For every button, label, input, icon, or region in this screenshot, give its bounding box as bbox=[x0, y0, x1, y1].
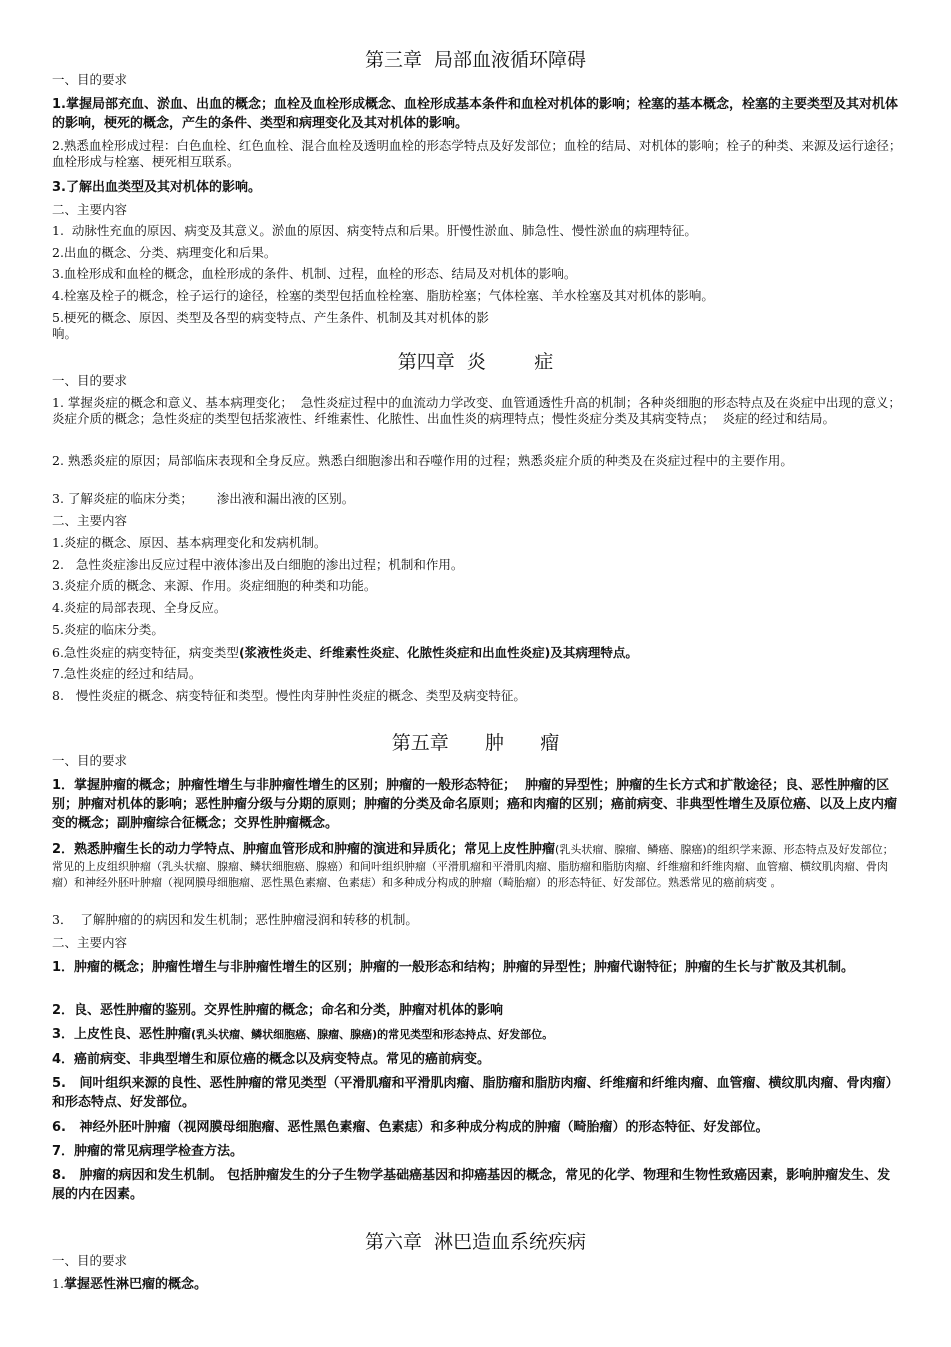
ch3-content-5-cont: 响。 bbox=[52, 326, 78, 341]
ch5-content-7: 7．肿瘤的常见病理学检查方法。 bbox=[52, 1144, 244, 1159]
ch3-content-3: 3.血栓形成和血栓的概念，血栓形成的条件、机制、过程，血栓的形态、结局及对机体的影响。 bbox=[52, 266, 577, 281]
ch5-requirement-1: 1．掌握肿瘤的概念；肿瘤性增生与非肿瘤性增生的区别；肿瘤的一般形态特征； 肿瘤的异型性；肿瘤的生长方式和扩散途径；良、恶性肿瘤的区别；肿瘤对机体的影响；恶性肿瘤分级与分期的原则；肿瘤的分类及命名原则；癌和肉瘤的区别；癌前病变、非典型性增生及原位癌、以及上皮内瘤变的概念；副肿瘤综合征概念；交界性肿瘤概念。 bbox=[52, 778, 898, 831]
ch5-requirements-heading: 一、目的要求 bbox=[52, 753, 128, 768]
ch5-content-6: 6. 神经外胚叶肿瘤（视网膜母细胞瘤、恶性黑色素瘤、色素痣）和多种成分构成的肿瘤（畸胎瘤）的形态特征、好发部位。 bbox=[52, 1120, 769, 1135]
ch4-content-1: 1.炎症的概念、原因、基本病理变化和发病机制。 bbox=[52, 535, 327, 550]
ch5-content-heading: 二、主要内容 bbox=[52, 935, 128, 950]
ch4-content-6 bbox=[52, 645, 902, 661]
ch4-content-8: 8. 慢性炎症的概念、病变特征和类型。慢性肉芽肿性炎症的概念、类型及病变特征。 bbox=[52, 688, 526, 703]
ch5-requirement-2 bbox=[52, 840, 902, 890]
ch3-requirement-3: 3.了解出血类型及其对机体的影响。 bbox=[52, 180, 261, 195]
ch3-content-2: 2.出血的概念、分类、病理变化和后果。 bbox=[52, 245, 277, 260]
ch6-requirements-heading: 一、目的要求 bbox=[52, 1253, 128, 1268]
ch4-requirement-1: 1. 掌握炎症的概念和意义、基本病理变化； 急性炎症过程中的血流动力学改变、血管通透性升高的机制；各种炎细胞的形态特点及在炎症中出现的意义； 炎症介质的概念；急性炎症的类型包括浆液性、纤维素性、化脓性、出血性炎的病理特点；慢性炎症分类及其病变特点； 炎症的经过和结局。 bbox=[52, 395, 909, 426]
chapter-5-title: 第五章 肿 瘤 bbox=[391, 732, 560, 754]
ch4-content-6-lead: 6.急性炎症的病变特征，病变类型 bbox=[52, 645, 239, 660]
ch6-requirement-1-number: 1. bbox=[52, 1276, 64, 1291]
ch3-content-5: 5.梗死的概念、原因、类型及各型的病变特点、产生条件、机制及其对机体的影 bbox=[52, 310, 489, 325]
ch5-content-3-lead: 3．上皮性良、恶性肿瘤 bbox=[52, 1027, 192, 1042]
ch3-requirements-heading: 一、目的要求 bbox=[52, 72, 128, 87]
ch4-content-4: 4.炎症的局部表现、全身反应。 bbox=[52, 600, 227, 615]
ch4-content-heading: 二、主要内容 bbox=[52, 513, 128, 528]
ch4-requirement-2: 2. 熟悉炎症的原因；局部临床表现和全身反应。熟悉白细胞渗出和吞噬作用的过程；熟悉炎症介质的种类及在炎症过程中的主要作用。 bbox=[52, 453, 793, 468]
ch5-requirement-2-lead: 2．熟悉肿瘤生长的动力学特点、肿瘤血管形成和肿瘤的演进和异质化；常见上皮性肿瘤 bbox=[52, 842, 556, 857]
ch5-content-3-detail: (乳头状瘤、鳞状细胞癌、腺瘤、腺癌)的常见类型和形态持点、好发部位。 bbox=[191, 1028, 554, 1041]
ch6-requirement-1-text: 掌握恶性淋巴瘤的概念。 bbox=[63, 1277, 207, 1292]
ch4-content-3: 3.炎症介质的概念、来源、作用。炎症细胞的种类和功能。 bbox=[52, 578, 377, 593]
ch5-content-8: 8. 肿瘤的病因和发生机制。 包括肿瘤发生的分子生物学基础癌基因和抑癌基因的概念，常见的化学、物理和生物性致癌因素，影响肿瘤发生、发展的内在因素。 bbox=[52, 1168, 891, 1202]
ch5-content-5: 5. 间叶组织来源的良性、恶性肿瘤的常见类型（平滑肌瘤和平滑肌肉瘤、脂肪瘤和脂肪肉瘤、纤维瘤和纤维肉瘤、血管瘤、横纹肌肉瘤、骨肉瘤）和形态特点、好发部位。 bbox=[52, 1076, 899, 1110]
chapter-3-title: 第三章 局部血液循环障碍 bbox=[364, 49, 587, 71]
chapter-6-title: 第六章 淋巴造血系统疾病 bbox=[364, 1231, 587, 1253]
chapter-4-title: 第四章 炎 症 bbox=[397, 351, 554, 373]
ch5-requirement-2-detail: (乳头状瘤、腺瘤、鳞癌、腺癌)的组织学来源、形态特点及好发部位；常见的上皮组织肿瘤（乳头状瘤、腺瘤、鳞状细胞癌、腺癌）和间叶组织肿瘤（平滑肌瘤和平滑肌肉瘤、脂肪瘤和脂肪肉瘤、纤维瘤和纤维肉瘤、血管瘤、横纹肌肉瘤、骨肉瘤）和神经外胚叶肿瘤（视网膜母细胞瘤、恶性黑色素瘤、色素痣）和多种成分构成的肿瘤（畸胎瘤）的形态特征、好发部位。熟悉常见的癌前病变 。 bbox=[52, 843, 894, 889]
ch3-content-1: 1. 动脉性充血的原因、病变及其意义。淤血的原因、病变特点和后果。肝慢性淤血、肺急性、慢性淤血的病理特征。 bbox=[52, 223, 697, 238]
ch3-requirement-1: 1.掌握局部充血、淤血、出血的概念；血栓及血栓形成概念、血栓形成基本条件和血栓对机体的影响；栓塞的基本概念，栓塞的主要类型及其对机体的影响，梗死的概念，产生的条件、类型和病理变化及其对机体的影响。 bbox=[52, 97, 898, 131]
ch5-requirement-3: 3． 了解肿瘤的的病因和发生机制；恶性肿瘤浸润和转移的机制。 bbox=[52, 912, 418, 927]
ch4-requirement-3: 3. 了解炎症的临床分类； 渗出液和漏出液的区别。 bbox=[52, 491, 355, 506]
ch4-content-2: 2. 急性炎症渗出反应过程中液体渗出及白细胞的渗出过程；机制和作用。 bbox=[52, 557, 464, 572]
ch3-requirement-2: 2.熟悉血栓形成过程：白色血栓、红色血栓、混合血栓及透明血栓的形态学特点及好发部位；血栓的结局、对机体的影响；栓子的种类、来源及运行途径；血栓形成与栓塞、梗死相互联系。 bbox=[52, 138, 902, 169]
ch4-requirements-heading: 一、目的要求 bbox=[52, 373, 128, 388]
ch4-content-7: 7.急性炎症的经过和结局。 bbox=[52, 666, 202, 681]
ch3-content-4: 4.栓塞及栓子的概念，栓子运行的途径，栓塞的类型包括血栓栓塞、脂肪栓塞；气体栓塞、羊水栓塞及其对机体的影响。 bbox=[52, 288, 714, 303]
ch5-content-4: 4．癌前病变、非典型增生和原位癌的概念以及病变特点。常见的癌前病变。 bbox=[52, 1052, 491, 1067]
ch5-content-2: 2．良、恶性肿瘤的鉴别。交界性肿瘤的概念；命名和分类，肿瘤对机体的影响 bbox=[52, 1003, 504, 1018]
ch3-content-heading: 二、主要内容 bbox=[52, 202, 128, 217]
ch5-content-1: 1．肿瘤的概念；肿瘤性增生与非肿瘤性增生的区别；肿瘤的一般形态和结构；肿瘤的异型性；肿瘤代谢特征；肿瘤的生长与扩散及其机制。 bbox=[52, 960, 855, 975]
ch4-content-6-types: (浆液性炎走、纤维素性炎症、化脓性炎症和出血性炎症)及其病理特点。 bbox=[238, 645, 638, 660]
ch6-requirement-1 bbox=[52, 1276, 902, 1293]
ch4-content-5: 5.炎症的临床分类。 bbox=[52, 622, 164, 637]
ch5-content-3 bbox=[52, 1025, 902, 1044]
